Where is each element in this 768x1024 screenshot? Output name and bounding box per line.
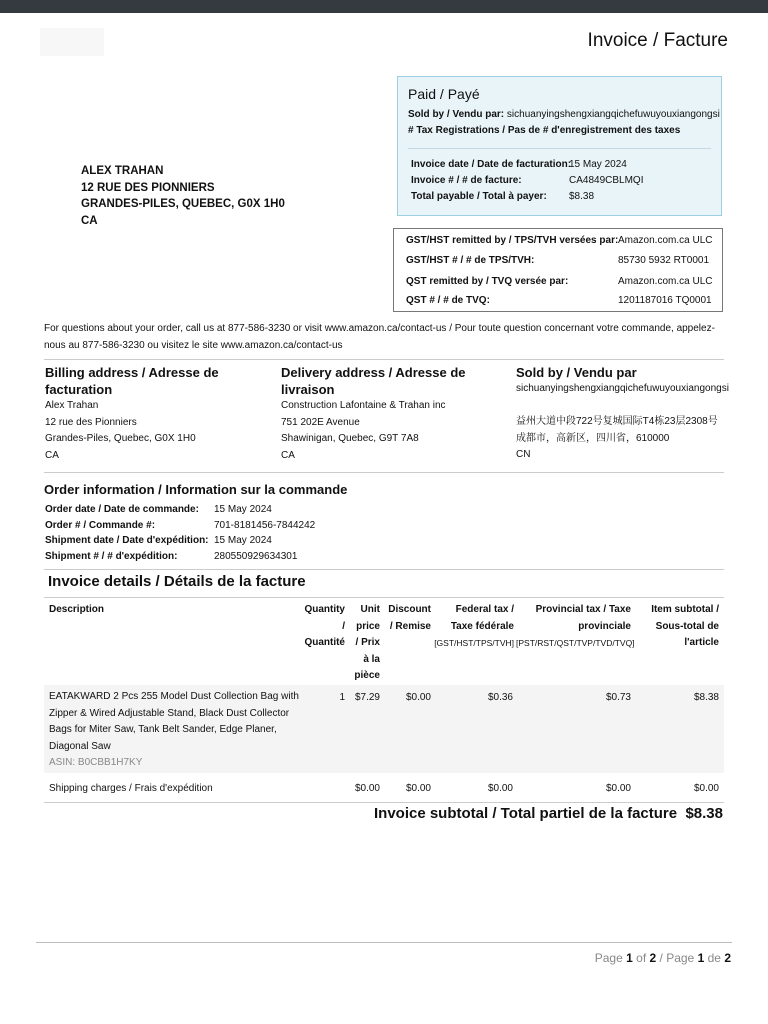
invoice-number-label: Invoice # / # de facture: — [411, 175, 522, 186]
address-line: Grandes-Piles, Quebec, G0X 1H0 — [45, 433, 196, 444]
total-pages: 2 — [649, 951, 657, 965]
shipping-description: Shipping charges / Frais d'expédition — [49, 783, 213, 794]
order-info-value: 701-8181456-7844242 — [214, 520, 316, 531]
address-line: CA — [281, 449, 295, 461]
divider — [44, 597, 724, 598]
col-header-item-subtotal: Item subtotal / Sous-total de l'article — [651, 604, 719, 648]
divider — [44, 569, 724, 570]
order-info-label: Shipment date / Date d'expédition: — [45, 535, 209, 546]
address-line: 12 rue des Pionniers — [45, 416, 137, 428]
address-line: 益州大道中段722号复城国际T4栋23层2308号 — [516, 416, 718, 427]
order-info-label: Order date / Date de commande: — [45, 504, 199, 515]
tax-label: QST # / # de TVQ: — [406, 295, 490, 306]
col-header-provincial-tax — [516, 602, 635, 652]
item-provincial-tax: $0.73 — [605, 692, 631, 703]
order-info-value: 15 May 2024 — [214, 535, 272, 546]
invoice-subtotal — [374, 805, 723, 822]
col-header-quantity: Quantity / Quantité — [304, 604, 345, 648]
top-bar — [0, 0, 768, 13]
shipping-provincial-tax: $0.00 — [605, 783, 631, 794]
federal-tax-header-sub: [GST/HST/TPS/TVH] — [434, 638, 514, 648]
invoice-details-title: Invoice details / Détails de la facture — [48, 573, 306, 590]
invoice-subtotal-value: $8.38 — [685, 805, 723, 822]
tax-remittance-box — [393, 228, 723, 312]
shipping-federal-tax: $0.00 — [487, 783, 513, 794]
seller-title: Sold by / Vendu par — [516, 365, 637, 380]
address-line — [516, 398, 741, 415]
divider — [44, 802, 724, 803]
shipping-subtotal: $0.00 — [693, 783, 719, 794]
address-line: CA — [45, 449, 59, 461]
delivery-address — [281, 364, 506, 464]
total-pages-fr: 2 — [724, 951, 731, 965]
item-quantity: 1 — [339, 692, 345, 703]
address-line: sichuanyingshengxiangqichefuwuyouxiangongsi — [516, 383, 729, 394]
delivery-address-title: Delivery address / Adresse de livraison — [281, 365, 466, 397]
federal-tax-header-label: Federal tax / Taxe fédérale — [450, 604, 514, 632]
item-subtotal: $8.38 — [693, 692, 719, 703]
tax-label: GST/HST # / # de TPS/TVH: — [406, 255, 535, 266]
total-payable-label: Total payable / Total à payer: — [411, 191, 547, 202]
address-line: GRANDES-PILES, QUEBEC, G0X 1H0 — [81, 198, 285, 210]
col-header-unit-price: Unit price / Prix à la pièce — [354, 604, 380, 681]
invoice-date-label: Invoice date / Date de facturation: — [411, 159, 572, 170]
item-asin: ASIN: B0CBB1H7KY — [49, 757, 143, 768]
provincial-tax-header-label: Provincial tax / Taxe provinciale — [535, 604, 631, 632]
tax-label: QST remitted by / TVQ versée par: — [406, 276, 569, 287]
order-info-value: 15 May 2024 — [214, 504, 272, 515]
billing-address-title: Billing address / Adresse de facturation — [45, 365, 219, 397]
tax-value: 85730 5932 RT0001 — [618, 255, 710, 266]
address-line: CA — [81, 214, 98, 227]
seller-address — [516, 364, 741, 464]
tax-registration-note: # Tax Registrations / Pas de # d'enregistrement des taxes — [408, 125, 681, 136]
address-line: Construction Lafontaine & Trahan inc — [281, 400, 446, 411]
item-discount: $0.00 — [405, 692, 431, 703]
footer-text: / Page — [659, 951, 695, 965]
billing-address — [45, 364, 270, 464]
item-unit-price: $7.29 — [354, 692, 380, 703]
tax-value: Amazon.com.ca ULC — [618, 235, 713, 246]
page-indicator — [595, 951, 731, 965]
address-line: ALEX TRAHAN — [81, 165, 164, 177]
order-info-title: Order information / Information sur la commande — [44, 482, 348, 497]
shipping-address-block — [81, 163, 285, 229]
divider — [44, 359, 724, 360]
footer-text: Page — [594, 951, 623, 965]
total-payable-value: $8.38 — [569, 191, 595, 202]
footer-text: of — [636, 951, 647, 965]
order-info-label: Order # / Commande #: — [45, 520, 156, 531]
payment-summary-box — [397, 76, 722, 216]
provincial-tax-header-sub: [PST/RST/QST/TVP/TVD/TVQ] — [516, 638, 635, 648]
col-header-description: Description — [49, 604, 105, 615]
address-line: CN — [516, 449, 531, 460]
shipping-unit-price: $0.00 — [354, 783, 380, 794]
order-info-value: 280550929634301 — [214, 551, 298, 562]
tax-value: 1201187016 TQ0001 — [618, 295, 712, 306]
divider — [408, 148, 711, 149]
amazon-logo — [40, 28, 104, 56]
tax-label: GST/HST remitted by / TPS/TVH versées par: — [406, 235, 619, 246]
address-line: Alex Trahan — [45, 400, 99, 411]
payment-status: Paid / Payé — [408, 86, 480, 102]
col-header-discount: Discount / Remise — [388, 604, 431, 632]
item-federal-tax: $0.36 — [487, 692, 513, 703]
sold-by-line: Sold by / Vendu par: sichuanyingshengxiangqichefuwuyouxiangongsi — [408, 109, 720, 120]
address-line: 751 202E Avenue — [281, 416, 360, 428]
footer-divider — [36, 942, 732, 943]
invoice-number-value: CA4849CBLMQI — [569, 175, 644, 186]
tax-value: Amazon.com.ca ULC — [618, 276, 713, 287]
item-description-text: EATAKWARD 2 Pcs 255 Model Dust Collection Bag with Zipper & Wired Adjustable Stand, Black Dust Collector Bags for Miter Saw, Tank Belt Sander, Edge Planer, Diagonal Saw — [49, 691, 299, 752]
address-line: 12 RUE DES PIONNIERS — [81, 181, 215, 194]
current-page: 1 — [626, 951, 633, 965]
shipping-discount: $0.00 — [405, 783, 431, 794]
invoice-date-value: 15 May 2024 — [569, 159, 627, 170]
order-info-label: Shipment # / # d'expédition: — [45, 551, 178, 562]
footer-text: de — [707, 951, 721, 965]
document-title: Invoice / Facture — [587, 30, 728, 51]
item-description — [49, 689, 299, 772]
col-header-federal-tax — [432, 602, 514, 652]
address-line: Shawinigan, Quebec, G9T 7A8 — [281, 433, 419, 444]
divider — [44, 472, 724, 473]
current-page-fr: 1 — [697, 951, 705, 965]
invoice-subtotal-label: Invoice subtotal / Total partiel de la facture — [373, 805, 678, 822]
contact-info: For questions about your order, call us at 877-586-3230 or visit www.amazon.ca/contact-us / Pour toute question concernant votre commande, appelez-nous au 877-586-3230 ou visitez le site www.amazon.ca/contact-us — [44, 323, 715, 351]
address-line: 成都市，高新区，四川省，610000 — [516, 432, 670, 444]
